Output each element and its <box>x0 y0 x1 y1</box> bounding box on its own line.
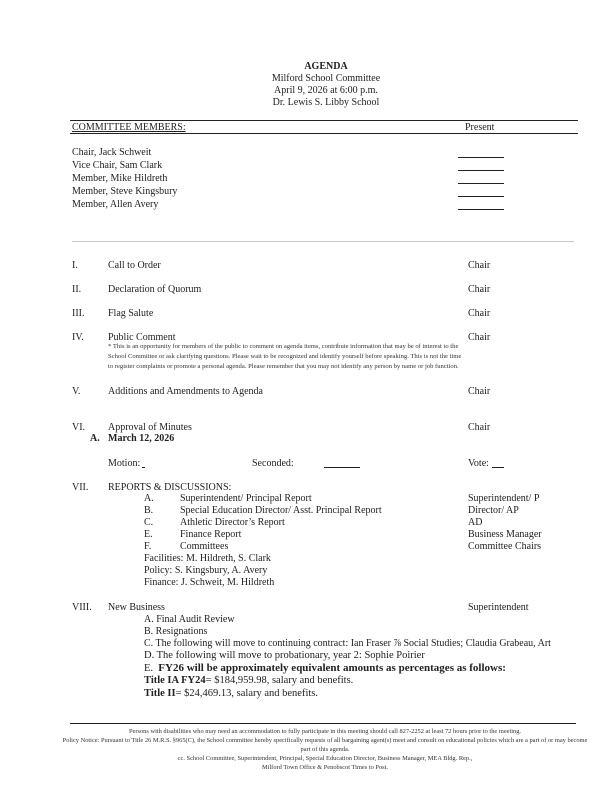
report-responsible: Committee Chairs <box>468 541 542 552</box>
item-title: New Business <box>108 602 165 613</box>
org-name: Milford School Committee <box>271 73 381 84</box>
item-title: Approval of Minutes <box>108 422 192 433</box>
item-number: III. <box>72 308 85 319</box>
report-responsible: AD <box>468 517 483 528</box>
top-divider <box>70 120 578 121</box>
vote-label: Vote: <box>468 458 489 469</box>
new-business-line: D. The following will move to probationary, year 2: Sophie Poirier <box>144 650 425 661</box>
line-letter: E. <box>144 663 154 674</box>
fy26-statement: FY26 will be approximately equivalent amounts as percentages as follows: <box>158 662 506 674</box>
report-title: Athletic Director’s Report <box>180 517 285 528</box>
committee-assignment: Facilities: M. Hildreth, S. Clark <box>144 553 271 564</box>
present-label: Present <box>465 122 495 133</box>
item-responsible: Chair <box>468 308 491 319</box>
report-title: Committees <box>180 541 229 552</box>
present-blank <box>458 209 504 210</box>
present-blank <box>458 157 504 158</box>
title-ii-label: Title II <box>144 688 176 699</box>
item-number: VI. <box>72 422 86 433</box>
report-letter: F. <box>144 541 152 552</box>
title-ia-line <box>144 675 353 686</box>
cc-line: cc. School Committee, Superintendent, Principal, Special Education Director, Business Manager, MEA Bldg. Rep., <box>177 755 473 762</box>
report-responsible: Director/ AP <box>468 505 519 516</box>
member-name: Vice Chair, Sam Clark <box>72 160 163 171</box>
public-comment-note: School Committee or ask clarifying questions. Please wait to be recognized and identify yourself before speaking. This is not the time <box>108 353 462 360</box>
item-title: Flag Salute <box>108 308 154 319</box>
item-responsible: Chair <box>468 260 491 271</box>
report-title: Superintendent/ Principal Report <box>180 493 312 504</box>
item-title: Public Comment <box>108 332 176 343</box>
title-ii-value: = $24,469.13, salary and benefits. <box>175 688 319 699</box>
item-responsible: Chair <box>468 386 491 397</box>
member-name: Member, Allen Avery <box>72 199 159 210</box>
report-letter: A. <box>144 493 154 504</box>
item-title: Declaration of Quorum <box>108 284 202 295</box>
item-title: Additions and Amendments to Agenda <box>108 386 263 397</box>
minutes-date: March 12, 2026 <box>108 433 175 444</box>
minutes-letter: A. <box>90 433 100 444</box>
title-ia-label: Title IA FY24 <box>144 675 206 686</box>
item-number: V. <box>72 386 81 397</box>
report-title: Special Education Director/ Asst. Principal Report <box>180 505 382 516</box>
present-blank <box>458 196 504 197</box>
accommodation-notice: Persons with disabilities who may need an accommodation to fully participate in this meeting should call 827-2252 at least 72 hours prior to the meeting. <box>128 728 522 735</box>
item-number: IV. <box>72 332 84 343</box>
policy-notice: Policy Notice: Pursuant to Title 26 M.R.S. §965(C), the School committee hereby specifically requests of all bargaining agent(s) meet and consult on educational policies which are a part of or may become part of this agenda. <box>62 737 588 753</box>
vote-blank <box>492 467 504 468</box>
cc-line: Milford Town Office & Penobscot Times to Post. <box>261 764 389 771</box>
report-letter: B. <box>144 505 154 516</box>
item-number: I. <box>72 260 78 271</box>
member-name: Member, Mike Hildreth <box>72 173 168 184</box>
item-number: II. <box>72 284 82 295</box>
present-blank <box>458 170 504 171</box>
item-number: VII. <box>72 482 89 493</box>
present-blank <box>458 183 504 184</box>
new-business-line: B. Resignations <box>144 626 208 637</box>
report-responsible: Business Manager <box>468 529 542 540</box>
item-title: Call to Order <box>108 260 161 271</box>
heading-divider <box>70 133 578 134</box>
item-number: VIII. <box>72 602 92 613</box>
motion-blank <box>142 467 145 468</box>
public-comment-note: to register complaints or promote a personal agenda. Please remember that you may not identify any person by name or job function. <box>108 363 459 370</box>
item-responsible: Chair <box>468 422 491 433</box>
report-title: Finance Report <box>180 529 242 540</box>
motion-label: Motion: <box>108 458 141 469</box>
committee-assignment: Finance: J. Schweit, M. Hildreth <box>144 577 275 588</box>
committee-heading: COMMITTEE MEMBERS: <box>72 122 186 133</box>
seconded-label: Seconded: <box>252 458 294 469</box>
agenda-title: AGENDA <box>304 61 348 72</box>
meeting-date: April 9, 2026 at 6:00 p.m. <box>274 85 378 96</box>
item-title: REPORTS & DISCUSSIONS: <box>108 482 232 493</box>
report-responsible: Superintendent/ P <box>468 493 540 504</box>
new-business-line: C. The following will move to continuing contract: Ian Fraser ⅞ Social Studies; Claudia Grabeau, Art <box>144 638 551 649</box>
member-name: Chair, Jack Schweit <box>72 147 152 158</box>
public-comment-note: * This is an opportunity for members of the public to comment on agenda items, contribute information that may be of interest to the <box>108 343 459 350</box>
item-responsible: Chair <box>468 332 491 343</box>
committee-assignment: Policy: S. Kingsbury, A. Avery <box>144 565 268 576</box>
new-business-line <box>144 662 506 674</box>
meeting-location: Dr. Lewis S. Libby School <box>272 97 380 108</box>
seconded-blank <box>324 467 360 468</box>
title-ii-line <box>144 688 318 699</box>
item-responsible: Superintendent <box>468 602 529 613</box>
title-ia-value: = $184,959.98, salary and benefits. <box>205 675 354 686</box>
new-business-line: A. Final Audit Review <box>144 614 235 625</box>
item-responsible: Chair <box>468 284 491 295</box>
members-divider <box>72 241 574 242</box>
report-letter: C. <box>144 517 154 528</box>
footer-divider <box>70 723 576 724</box>
member-name: Member, Steve Kingsbury <box>72 186 178 197</box>
report-letter: E. <box>144 529 153 540</box>
